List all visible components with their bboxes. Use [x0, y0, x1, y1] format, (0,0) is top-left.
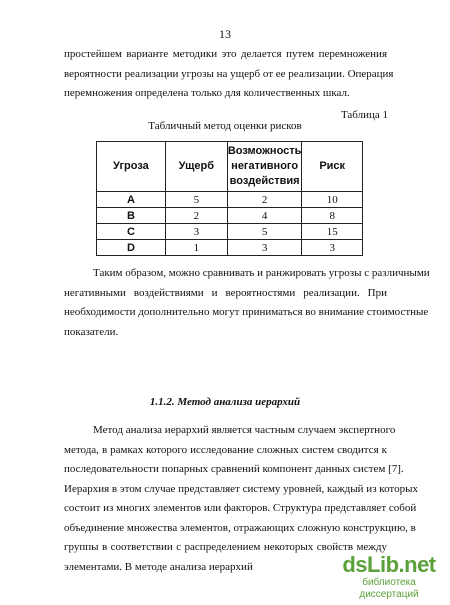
watermark-logo: dsLib.net: [342, 552, 436, 577]
table-header-row: [97, 142, 363, 192]
paragraph-3-line: Иерархия в этом случае представляет систему уровней, каждый из которых: [64, 482, 418, 495]
damage-cell: 3: [165, 224, 227, 240]
watermark[interactable]: [334, 553, 444, 601]
paragraph-1: [64, 45, 394, 104]
paragraph-3-line: метода, в рамках которого исследование сложных систем сводится к: [64, 443, 387, 456]
damage-cell: 1: [165, 240, 227, 256]
paragraph-1-line: вероятности реализации угрозы на ущерб от ее реализации. Операция: [64, 67, 394, 80]
table-row: [97, 208, 363, 224]
paragraph-2-line: негативными воздействиями и вероятностями реализации. При: [64, 286, 387, 299]
risk-cell: 15: [302, 224, 363, 240]
header-threat: Угроза: [97, 142, 166, 192]
paragraph-3-line: Метод анализа иерархий является частным случаем экспертного: [93, 424, 396, 436]
threat-cell: A: [97, 192, 166, 208]
table-caption: Табличный метод оценки рисков: [148, 120, 302, 132]
paragraph-2-line: показатели.: [64, 325, 119, 338]
impact-cell: 3: [227, 240, 302, 256]
impact-cell: 2: [227, 192, 302, 208]
damage-cell: 2: [165, 208, 227, 224]
paragraph-1-line: перемножения определена только для количественных шкал.: [64, 87, 350, 99]
paragraph-3-line: состоит из многих элементов или факторов. Структура представляет собой: [64, 502, 417, 514]
table-row: [97, 192, 363, 208]
section-title: 1.1.2. Метод анализа иерархий: [149, 396, 301, 408]
risk-cell: 3: [302, 240, 363, 256]
header-impact-line: Возможность: [227, 145, 302, 157]
header-damage: Ущерб: [165, 142, 227, 192]
paragraph-3-line: объединение множества элементов, отражающих сложную конструкцию, в: [64, 521, 416, 534]
page-number: 13: [219, 27, 231, 41]
table-label: Таблица 1: [340, 109, 388, 121]
paragraph-3-line: последовательности попарных сравнений компонент данных систем [7].: [64, 463, 404, 475]
paragraph-3-line: элементами. В методе анализа иерархий: [64, 560, 253, 573]
paragraph-2-line: необходимости дополнительно могут приниматься во внимание стоимостные: [64, 306, 429, 318]
paragraph-1-line: простейшем варианте методики это делается путем перемножения: [64, 48, 387, 60]
header-impact-line: воздействия: [229, 175, 300, 187]
threat-cell: C: [97, 224, 166, 240]
threat-cell: D: [97, 240, 166, 256]
risk-cell: 10: [302, 192, 363, 208]
header-impact: [227, 142, 302, 192]
table-row: [97, 240, 363, 256]
risk-cell: 8: [302, 208, 363, 224]
paragraph-2: [64, 264, 430, 342]
paragraph-3-line: группы в соответствии с распределением некоторых свойств между: [64, 541, 387, 553]
paragraph-2-line: Таким образом, можно сравнивать и ранжировать угрозы с различными: [93, 267, 430, 279]
header-impact-line: негативного: [231, 160, 299, 172]
risk-table: [96, 141, 363, 256]
damage-cell: 5: [165, 192, 227, 208]
table-row: [97, 224, 363, 240]
impact-cell: 5: [227, 224, 302, 240]
impact-cell: 4: [227, 208, 302, 224]
threat-cell: B: [97, 208, 166, 224]
watermark-subtitle: библиотека диссертаций: [359, 577, 419, 600]
header-risk: Риск: [302, 142, 363, 192]
